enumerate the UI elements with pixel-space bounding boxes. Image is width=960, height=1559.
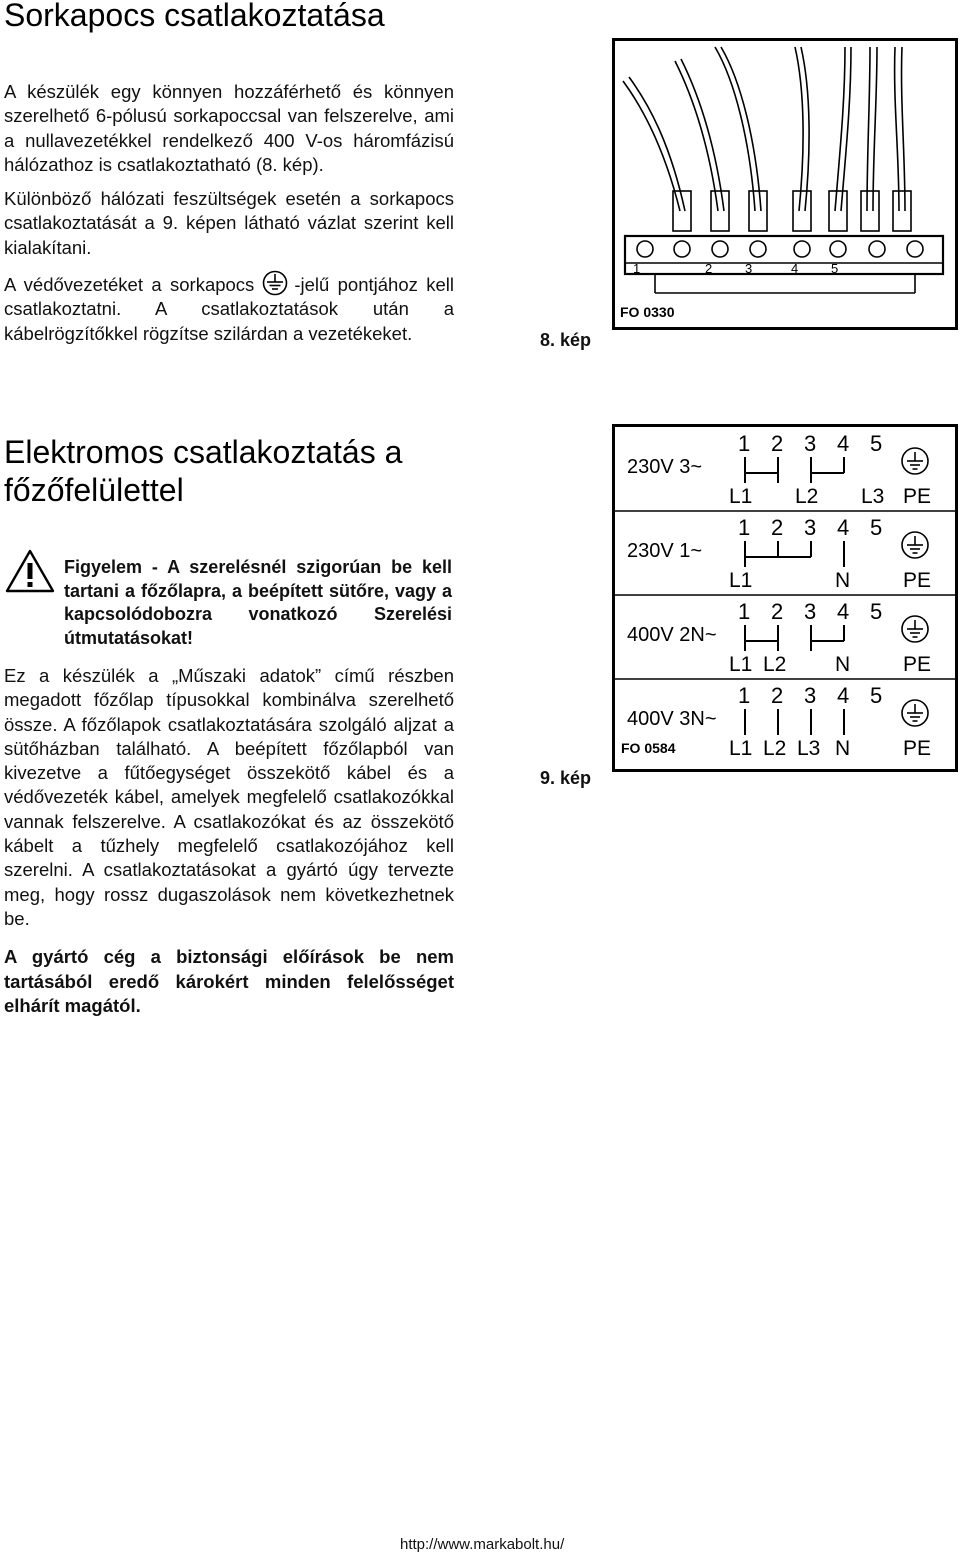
voltage-label: 400V 3N~ (627, 708, 717, 730)
figure-8-label: 8. kép (540, 330, 592, 350)
section1-body (4, 80, 454, 356)
figure-code: FO 0330 (620, 304, 675, 320)
terminal-number: 4 (791, 261, 799, 276)
phase-label: PE (903, 653, 932, 676)
phase-label: L1 (729, 569, 753, 592)
phase-label: L1 (729, 485, 753, 508)
phase-label: L3 (797, 737, 821, 760)
terminal-number: 4 (837, 683, 850, 708)
terminal-number: 3 (804, 431, 817, 456)
terminal-number: 3 (745, 261, 753, 276)
disclaimer-paragraph: A gyártó cég a biztonsági előírások be nem tartásából eredő károkért minden felelősséget elhárít magától. (4, 946, 454, 1016)
terminal-number: 1 (738, 683, 751, 708)
phase-label: PE (903, 569, 932, 592)
terminal-number: 3 (804, 683, 817, 708)
voltage-label: 230V 1~ (627, 540, 703, 562)
figure-9-wiring-diagram (612, 424, 958, 772)
terminal-number: 5 (831, 261, 839, 276)
figure-8-terminal-block (612, 38, 958, 330)
terminal-number: 2 (771, 683, 784, 708)
paragraph: Különböző hálózati feszültségek esetén a sorkapocs csatlakoztatását a 9. képen látható vázlat szerint kell kialakítani. (4, 188, 454, 258)
terminal-number: 2 (771, 431, 784, 456)
phase-label: N (835, 653, 851, 676)
terminal-number: 2 (705, 261, 713, 276)
terminal-number: 5 (870, 515, 883, 540)
phase-label: L2 (763, 737, 787, 760)
voltage-label: 230V 3~ (627, 456, 703, 478)
phase-label: L2 (795, 485, 819, 508)
phase-label: L2 (763, 653, 787, 676)
warning-triangle-icon (4, 548, 56, 594)
terminal-number: 5 (870, 431, 883, 456)
wiring-table (615, 427, 955, 769)
paragraph (4, 270, 454, 346)
terminal-number: 3 (804, 515, 817, 540)
phase-label: N (835, 737, 851, 760)
section2-body (4, 664, 454, 1028)
terminal-number: 1 (738, 515, 751, 540)
figure-9-label: 9. kép (540, 768, 592, 788)
phase-label: L3 (861, 485, 885, 508)
terminal-number: 3 (804, 599, 817, 624)
section-title-terminal: Sorkapocs csatlakoztatása (4, 0, 385, 33)
figure-code: FO 0584 (621, 740, 676, 756)
phase-label: L1 (729, 653, 753, 676)
earth-ground-icon (262, 270, 288, 296)
terminal-number: 4 (837, 515, 850, 540)
section-title-electrical: Elektromos csatlakoztatás a főzőfelülettel (4, 434, 403, 508)
paragraph-part: A védővezetéket a sorkapocs (4, 274, 255, 296)
terminal-number: 5 (870, 599, 883, 624)
phase-label: N (835, 569, 851, 592)
phase-label: PE (903, 485, 932, 508)
footer-url: http://www.markabolt.hu/ (400, 1536, 565, 1553)
phase-label: PE (903, 737, 932, 760)
terminal-number: 4 (837, 431, 850, 456)
terminal-number: 4 (837, 599, 850, 624)
voltage-label: 400V 2N~ (627, 624, 717, 646)
terminal-number: 2 (771, 599, 784, 624)
phase-label: L1 (729, 737, 753, 760)
terminal-number: 1 (738, 431, 751, 456)
paragraph: A készülék egy könnyen hozzáférhető és könnyen szerelhető 6-pólusú sorkapoccsal van felszerelve, ami a nullavezetékkel rendelkező 400 V-os háromfázisú hálózathoz is csatlakoztatható (8. kép). (4, 81, 454, 175)
terminal-number: 2 (771, 515, 784, 540)
paragraph-part: -jelű pontjához kell csatlakoztatni. A csatlakoztatások után a kábelrögzítőkkel rögzítse szilárdan a vezetékeket. (4, 274, 454, 344)
terminal-number: 5 (870, 683, 883, 708)
warning-text: Figyelem - A szerelésnél szigorúan be kell tartani a főzőlapra, a beépített sütőre, vagy a kapcsolódobozra vonatkozó Szerelési útmutatásokat! (64, 557, 452, 648)
terminal-block-drawing (615, 41, 955, 327)
terminal-number: 1 (633, 261, 641, 276)
terminal-number: 1 (738, 599, 751, 624)
paragraph: Ez a készülék a „Műszaki adatok” című részben megadott főzőlap típusokkal kombinálva szerelhető össze. A főzőlapok csatlakoztatására szolgáló aljzat a sütőházban található. A beépített főzőlapból van kivezetve a fűtőegységet összekötő kábel és a védővezeték kábel, amelyek megfelelő csatlakozókkal vannak felszerelve. A csatlakozókat és az összekötő kábelt a tűzhely megfelelő csatlakozójához kell szerelni. A csatlakoztatásokat a gyártó úgy tervezte meg, hogy rossz dugaszolások nem következhetnek be. (4, 665, 454, 929)
